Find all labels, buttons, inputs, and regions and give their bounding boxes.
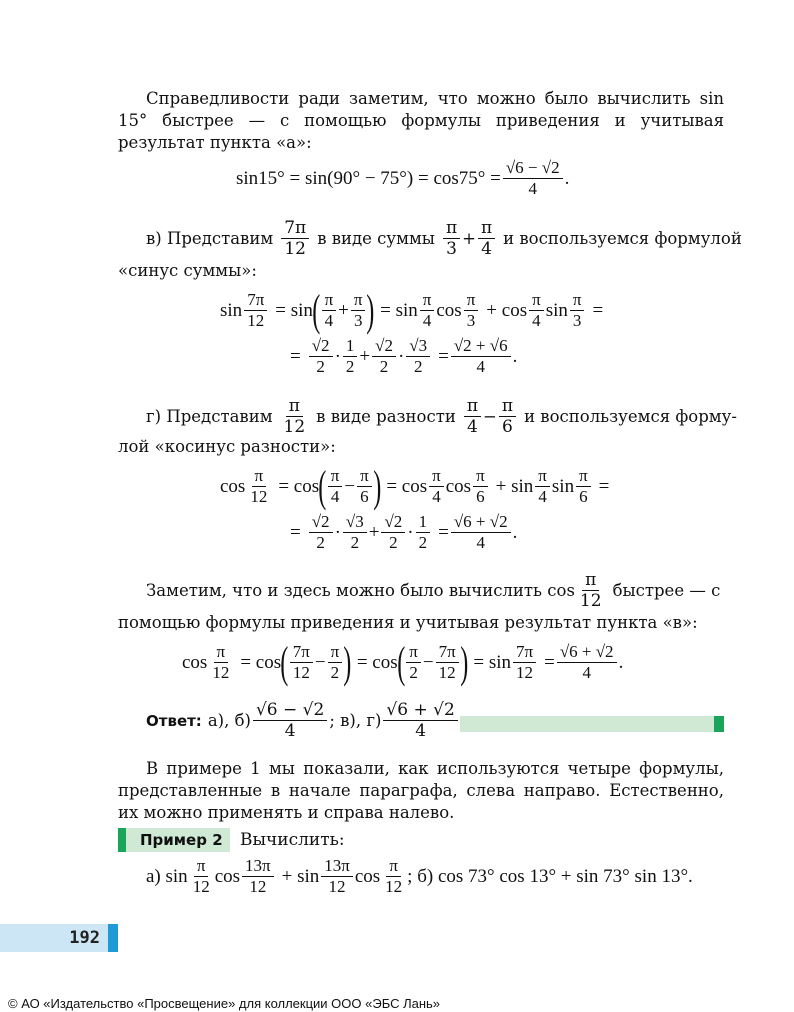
equation-v2: = $\frac{√2}{2}$ · $\frac{1}{2}$ + $\frac{√2}{2}$ · $\frac{√3}{2}$ = $\frac{√2 + √6}{4}$ .	[290, 336, 518, 376]
example-marker	[118, 828, 126, 852]
example-label: Пример 2	[126, 828, 230, 852]
fraction: $\frac{\pi}{3}$	[351, 290, 366, 331]
fraction: $\frac{√3}{2}$	[343, 512, 367, 553]
fraction: $\frac{\pi}{12}$	[283, 396, 306, 437]
answer-end-marker	[714, 716, 724, 732]
paragraph-sin15: Справедливости ради заметим, что можно было вычислить sin 15° быстрее — с помощью формулы приведения и учитывая результат пункта «а»:	[118, 89, 724, 152]
fraction: $\frac{\pi}{12}$	[212, 642, 230, 682]
fraction: $\frac{\pi}{12}$	[250, 466, 268, 506]
answer-label: Ответ:	[146, 711, 202, 730]
equation-sin15	[236, 158, 569, 199]
fraction: $\frac{√6 + √2}{4}$	[557, 642, 617, 683]
paragraph-3-line2: помощью формулы приведения и учитывая результат пункта «в»:	[118, 613, 698, 632]
fraction: $\frac{\pi}{2}$	[328, 642, 343, 683]
paragraph-g: г) Представим $\frac{\pi}{12}$ в виде разности $\frac{\pi}{4}$ − $\frac{\pi}{6}$ и воспользуемся форму-	[146, 396, 737, 437]
equation-v1: sin $\frac{7\pi}{12}$ = sin ( $\frac{\pi}{4}$ + $\frac{\pi}{3}$ ) = sin $\frac{\pi}{4}$ cos $\frac{\pi}{3}$ + cos $\frac{\pi}{4}$ sin $\frac{\pi}{3}$ =	[220, 285, 604, 335]
fraction: $\frac{\pi}{4}$	[420, 290, 435, 331]
fraction: $\frac{√6 + √2}{4}$	[451, 512, 511, 553]
fraction: $\frac{√2}{2}$	[381, 512, 405, 553]
fraction: $\frac{\pi}{12}$	[385, 856, 403, 896]
fraction: $\frac{7\pi}{12}$	[244, 290, 267, 331]
fraction: $\frac{7\pi}{12}$	[436, 642, 459, 683]
paragraph-3: Заметим, что и здесь можно было вычислить cos $\frac{\pi}{12}$ быстрее — с	[146, 570, 721, 611]
fraction: $\frac{\pi}{6}$	[357, 466, 372, 507]
paragraph-v-line2: «синус суммы»:	[118, 261, 257, 280]
fraction: $\frac{\pi}{3}$	[464, 290, 479, 331]
answer-line: Ответ: а), б) $\frac{√6 - √2}{4}$ ; в), г) $\frac{√6 + √2}{4}$	[146, 700, 465, 741]
fraction: $\frac{√6 - √2}{4}$	[503, 158, 563, 199]
fraction: $\frac{\pi}{6}$	[473, 466, 488, 507]
eq-text: .	[564, 167, 570, 189]
fraction: $\frac{\pi}{6}$	[499, 396, 516, 437]
equation-g2: = $\frac{√2}{2}$ · $\frac{√3}{2}$ + $\frac{√2}{2}$ · $\frac{1}{2}$ = $\frac{√6 + √2}{4}$ .	[290, 512, 518, 552]
fraction: $\frac{7\pi}{12}$	[513, 642, 536, 683]
fraction: $\frac{\pi}{4}$	[464, 396, 481, 437]
fraction: $\frac{√6 - √2}{4}$	[253, 700, 327, 741]
fraction: $\frac{\pi}{3}$	[570, 290, 585, 331]
fraction: $\frac{\pi}{12}$	[579, 570, 602, 611]
fraction: $\frac{\pi}{4}$	[328, 466, 343, 507]
fraction: $\frac{7\pi}{12}$	[281, 218, 309, 259]
fraction: $\frac{√2}{2}$	[309, 336, 333, 377]
fraction: $\frac{7\pi}{12}$	[290, 642, 313, 683]
answer-end-bar	[460, 716, 715, 732]
equation-3: cos $\frac{\pi}{12}$ = cos ( $\frac{7\pi}{12}$ − $\frac{\pi}{2}$ ) = cos ( $\frac{\pi}{2}$ − $\frac{7\pi}{12}$ ) = sin $\frac{7\pi}{12}$ = $\frac{√6 + √2}{4}$ .	[182, 637, 624, 687]
copyright-footer: © АО «Издательство «Просвещение» для коллекции ООО «ЭБС Лань»	[8, 996, 441, 1011]
page-number-marker	[108, 924, 118, 952]
paragraph-v: в) Представим $\frac{7\pi}{12}$ в виде суммы $\frac{\pi}{3}$ + $\frac{\pi}{4}$ и воспользуемся формулой	[146, 218, 742, 259]
fraction: $\frac{√6 + √2}{4}$	[383, 700, 457, 741]
example-expressions: а) sin $\frac{\pi}{12}$ cos $\frac{13\pi}{12}$ + sin $\frac{13\pi}{12}$ cos $\frac{\pi}{12}$ ; б) cos 73° cos 13° + sin 73° sin 13°.	[146, 856, 693, 896]
fraction: $\frac{\pi}{4}$	[322, 290, 337, 331]
fraction: $\frac{\pi}{4}$	[429, 466, 444, 507]
fraction: $\frac{√2}{2}$	[372, 336, 396, 377]
paragraph-g-line2: лой «косинус разности»:	[118, 437, 336, 456]
fraction: $\frac{√2 + √6}{4}$	[451, 336, 511, 377]
fraction: $\frac{\pi}{4}$	[535, 466, 550, 507]
fraction: $\frac{√3}{2}$	[406, 336, 430, 377]
equation-g1: cos $\frac{\pi}{12}$ = cos ( $\frac{\pi}{4}$ − $\frac{\pi}{6}$ ) = cos $\frac{\pi}{4}$ cos $\frac{\pi}{6}$ + sin $\frac{\pi}{4}$ sin $\frac{\pi}{6}$ =	[220, 461, 610, 511]
fraction: $\frac{\pi}{4}$	[478, 218, 495, 259]
fraction: $\frac{13\pi}{12}$	[242, 856, 274, 897]
page-number: 192	[69, 928, 100, 948]
fraction: $\frac{\pi}{6}$	[576, 466, 591, 507]
paragraph-4: В примере 1 мы показали, как используются четыре формулы, представленные в начале параграфа, слева направо. Естественно, их можно применять и справа налево.	[118, 759, 724, 822]
fraction: $\frac{1}{2}$	[343, 336, 358, 377]
fraction: $\frac{√2}{2}$	[309, 512, 333, 553]
fraction: $\frac{1}{2}$	[416, 512, 431, 553]
fraction: $\frac{\pi}{12}$	[192, 856, 210, 896]
fraction: $\frac{13\pi}{12}$	[321, 856, 353, 897]
example-prompt: Вычислить:	[240, 830, 345, 850]
eq-text: sin15° = sin(90° − 75°) = cos75° =	[236, 167, 501, 189]
fraction: $\frac{\pi}{3}$	[443, 218, 460, 259]
fraction: $\frac{\pi}{2}$	[406, 642, 421, 683]
fraction: $\frac{\pi}{4}$	[529, 290, 544, 331]
